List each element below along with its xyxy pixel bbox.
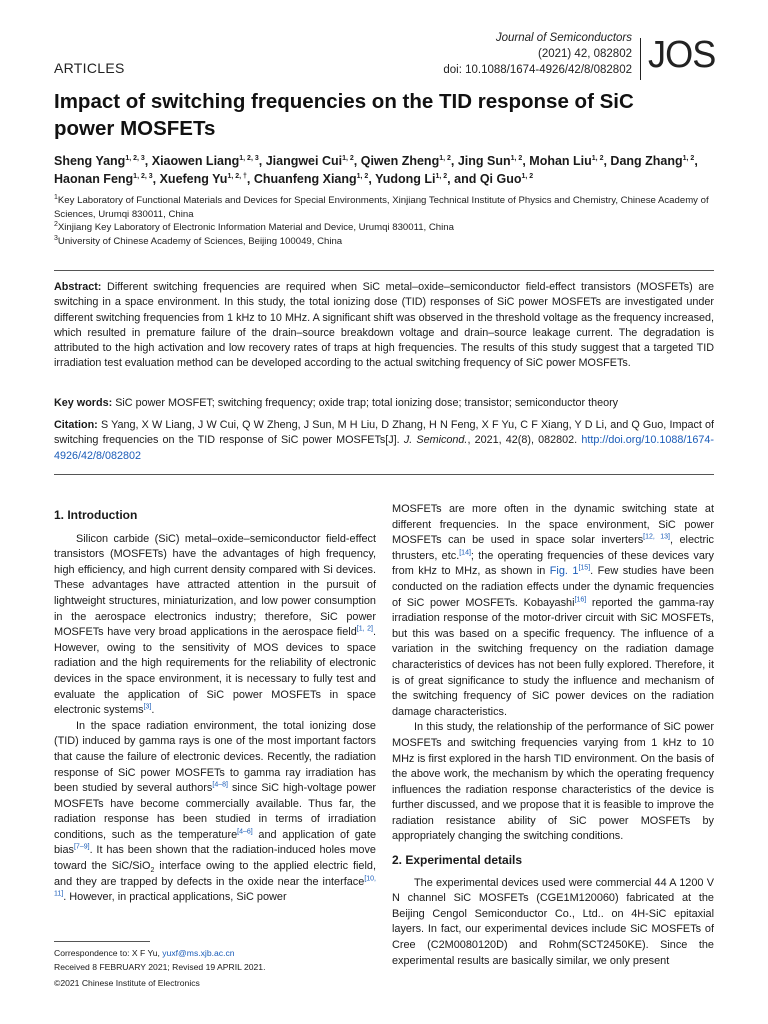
intro-paragraph-4: In this study, the relationship of the performance of SiC power MOSFETs and switching frequencies varying from 1 kHz to 10 MHz is first explored in the harsh TID environment. On the basis of the above work, the mechanism by which the operating frequency influences the radiation response characteristics of the device is further discussed, and we propose that it is feasible to improve the radiation resistance ability of SiC power MOSFETs by appropriately changing the switching conditions.	[392, 721, 714, 843]
citation-journal: J. Semicond.	[403, 434, 468, 447]
keywords-text: SiC power MOSFET; switching frequency; oxide trap; total ionizing dose; transistor; semiconductor theory	[115, 397, 619, 409]
author: Xuefeng $Yu^{1, 2, \dagger}$	[159, 172, 247, 186]
affiliation: $^2$Xinjiang Key Laboratory of Electronic Information Material and Device, Urumqi 830011, China	[54, 221, 454, 234]
logo-divider	[640, 38, 641, 80]
abstract-label: Abstract:	[54, 281, 102, 293]
received-dates: Received 8 FEBRUARY 2021; Revised 19 APRIL 2021.	[54, 962, 266, 972]
citation	[54, 418, 714, 464]
right-column	[392, 502, 714, 969]
footnote-divider	[54, 941, 150, 942]
journal-doi: doi: 10.1088/1674-4926/42/8/082802	[443, 64, 632, 76]
ref-link[interactable]: [4–6]	[237, 828, 253, 836]
author: Chuanfeng Xiang$^{1, 2}$	[253, 172, 369, 186]
footnotes	[54, 946, 376, 990]
ref-link[interactable]: [16]	[574, 595, 587, 603]
intro-paragraph-2: In the space radiation environment, the total ionizing dose (TID) induced by gamma rays is one of the most important factors that cause the failure of electronic devices. Recently, the radiation response of SiC power MOSFETs to gamma ray irradiation has been studied by several authors[4–8] since SiC high-voltage power MOSFETs have become commercially available. Thus far, the radiation response has been studied in terms of irradiation conditions, such as the temperature[4–6] and application of gate bias[7–9]. It has been shown that the radiation-induced holes move toward the SiC/SiO$_2$ interface owing to the applied electric field, and they are trapped by defects in the oxide near the interface[10, 11]. However, in practical applications, SiC power	[54, 719, 377, 904]
author-list: Sheng Yang$^{1, 2, 3}$, Xiaowen Liang$^{1, 2, 3}$, Jiangwei Cui$^{1, 2}$, Qiwen Zheng$^{1, 2}$, Jing Sun$^{1, 2}$, Mohan Liu$^{1, 2}$, Dang Zhang$^{1, 2}$, Haonan Feng$^{1, 2, 3}$, Xuefeng $Yu^{1, 2, \dagger}$, Chuanfeng Xiang$^{1, 2}$, Yudong Li$^{1, 2}$, and Qi Guo$^{1, 2}$	[54, 154, 698, 186]
author: Jing Sun$^{1, 2}$	[457, 154, 523, 168]
author: Xiaowen Liang$^{1, 2, 3}$	[151, 154, 259, 168]
intro-heading: 1. Introduction	[54, 508, 138, 522]
intro-paragraph-1: Silicon carbide (SiC) metal–oxide–semiconductor field-effect transistors (MOSFETs) have the advantages of high frequency, high efficiency, and high current density compared with Si devices. These advantages have attracted attention in the pursuit of lightweight structures, miniaturization, and low power consumption in the aerospace electronics industry; therefore, SiC power MOSFETs have very broad applications in the aerospace field[1, 2]. However, owing to the sensitivity of MOS devices to space radiation and the high requirements for the reliability of electronic devices in the space environment, it is necessary to fully test and evaluate the application of SiC power MOSFETs in space electronic systems[3].	[54, 532, 376, 717]
ref-link[interactable]: [12, 13]	[643, 533, 670, 541]
abstract-text: Different switching frequencies are required when SiC metal–oxide–semiconductor field-effect transistors (MOSFETs) are switching in a space environment. In this study, the total ionizing dose (TID) responses of SiC power MOSFETs are investigated under different switching frequencies from 1 kHz to 10 MHz. A significant shift was observed in the threshold voltage as the frequency increased, which resulted in premature failure of the drain–source breakdown voltage and drain–source leakage current. The degradation is attributed to the high activation and low recovery rates of traps at high frequencies. The results of this study suggest that a targeted TID irradiation test evaluation method can be developed according to the actual switching frequency of SiC power MOSFETs.	[54, 281, 714, 370]
journal-volume: (2021) 42, 082802	[538, 48, 632, 60]
citation-label: Citation:	[54, 419, 98, 431]
author: Qi Guo$^{1, 2}$	[479, 172, 534, 186]
intro-paragraph-3: MOSFETs are more often in the dynamic switching state at different frequencies. In the space environment, SiC power MOSFETs can be used in space solar inverters[12, 13], electric thrusters, etc.[14]; the operating frequencies of these devices vary from kHz to MHz, as shown in Fig. 1[15]. Few studies have been conducted on the radiation effects under the dynamic frequencies of SiC power MOSFETs. Kobayashi[16] reported the gamma-ray irradiation response of the motor-driver circuit with SiC MOSFETs, but this was based on a specific frequency. The influence of a variation in the switching frequency on the radiation damage characteristics of devices has not been fully explored. Therefore, it is of great significance to study the influence and mechanism of the switching frequency of SiC power devices on the radiation damage characteristics.	[392, 503, 714, 718]
correspondence: Correspondence to: X F Yu, yuxf@ms.xjb.ac.cn	[54, 948, 235, 958]
email-link[interactable]: yuxf@ms.xjb.ac.cn	[162, 948, 235, 958]
keywords-label: Key words:	[54, 397, 113, 409]
affiliation: $^3$University of Chinese Academy of Sciences, Beijing 100049, China	[54, 234, 343, 247]
ref-link[interactable]: [3]	[143, 703, 152, 711]
ref-link[interactable]: [4–8]	[212, 781, 228, 789]
journal-header	[443, 30, 632, 78]
author: Mohan Liu$^{1, 2}$	[529, 154, 604, 168]
ref-link[interactable]: [1, 2]	[356, 625, 373, 633]
keywords	[54, 396, 714, 411]
author: Sheng Yang$^{1, 2, 3}$	[54, 154, 145, 168]
citation-text: S Yang, X W Liang, J W Cui, Q W Zheng, J Sun, M H Liu, D Zhang, H N Feng, X F Yu, C F Xiang, Y D Li, and Q Guo, Impact of switching frequencies on the TID response of SiC power MOSFETs[J].	[54, 419, 715, 447]
copyright: ©2021 Chinese Institute of Electronics	[54, 978, 200, 988]
journal-name: Journal of Semiconductors	[495, 32, 632, 44]
divider-top	[54, 270, 714, 271]
experimental-heading: 2. Experimental details	[392, 853, 523, 868]
citation-tail: , 2021, 42(8), 082802.	[467, 434, 578, 447]
affiliation: $^1$Key Laboratory of Functional Materials and Devices for Special Environments, Xinjiang Technical Institute of Physics and Chemistry, Chinese Academy of Sciences, Urumqi 830011, China	[54, 193, 709, 220]
citation-doi-link[interactable]: http://doi.org/10.1088/1674-4926/42/8/082802	[54, 434, 715, 462]
article-title: Impact of switching frequencies on the TID response of SiC power MOSFETs	[54, 90, 634, 140]
author: Yudong Li$^{1, 2}$	[375, 172, 448, 186]
ref-link[interactable]: [10, 11]	[54, 875, 376, 898]
author: Qiwen Zheng$^{1, 2}$	[360, 154, 451, 168]
section-label: ARTICLES	[54, 60, 125, 76]
jos-logo: JOS	[648, 34, 716, 76]
author: Haonan Feng$^{1, 2, 3}$	[54, 172, 153, 186]
ref-link[interactable]: [15]	[578, 564, 591, 572]
author: Dang Zhang$^{1, 2}$	[610, 154, 695, 168]
divider-bottom	[54, 474, 714, 475]
experimental-paragraph-1: The experimental devices used were commercial 44 A 1200 V N channel SiC MOSFETs (CGE1M120060) fabricated at the Beijing Cengol Semiconductor Co., Ltd.. on 4H-SiC epitaxial layers. In fact, our experimental devices include SiC MOSFETs of Cree (C2M0080120D) and Rohm(SCT2450KE). Since the experimental results are basically similar, we only present	[392, 876, 714, 967]
figure-link[interactable]: Fig. 1	[549, 565, 579, 578]
ref-link[interactable]: [7–9]	[73, 843, 90, 851]
author: Jiangwei Cui$^{1, 2}$	[265, 154, 354, 168]
abstract	[54, 280, 714, 372]
ref-link[interactable]: [14]	[459, 549, 471, 557]
left-column	[54, 508, 376, 906]
affiliations	[54, 194, 714, 248]
